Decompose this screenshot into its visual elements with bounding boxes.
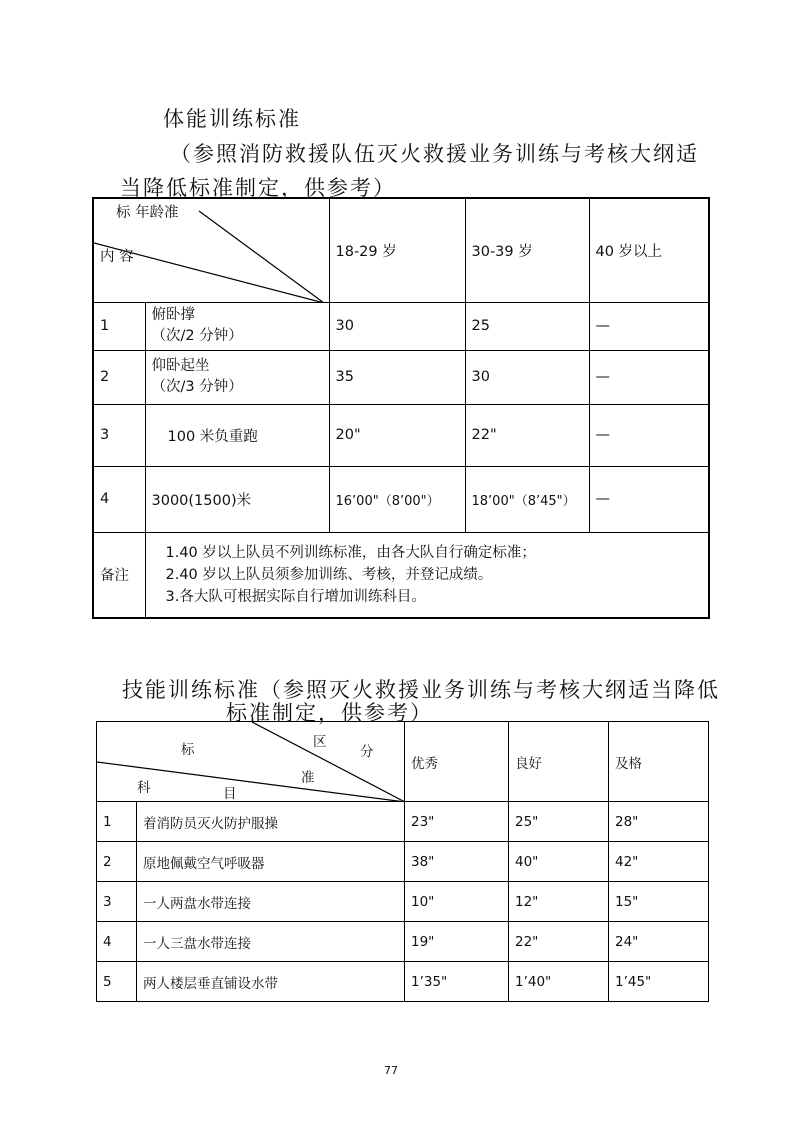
- row-value-40-plus: —: [589, 466, 709, 532]
- row-number: 3: [97, 882, 137, 922]
- notes-row: [93, 532, 709, 618]
- row-number: 2: [93, 350, 145, 404]
- diagonal-header-cell: [93, 198, 329, 302]
- row-value-excellent: 19": [405, 922, 509, 962]
- row-item-name: 原地佩戴空气呼吸器: [137, 842, 405, 882]
- row-value-30-39: 25: [465, 302, 589, 350]
- notes-content: [145, 532, 709, 618]
- row-item: [145, 302, 329, 350]
- table-row: [93, 466, 709, 532]
- table-row: [93, 350, 709, 404]
- section1-subtitle-line2: 当降低标准制定，供参考）: [120, 176, 396, 200]
- section1-subtitle-line1: （参照消防救援队伍灭火救援业务训练与考核大纲适: [170, 142, 699, 166]
- row-item-unit: （次/3 分钟）: [151, 379, 243, 395]
- row-value-30-39: 22": [465, 404, 589, 466]
- row-number: 1: [97, 802, 137, 842]
- header-col-40-plus: 40 岁以上: [589, 198, 709, 302]
- section1-title: 体能训练标准: [163, 107, 301, 131]
- row-value-pass: 15": [609, 882, 709, 922]
- notes-label: 备注: [93, 532, 145, 618]
- header-age-standard-label: 标 年龄准: [116, 205, 179, 221]
- row-number: 5: [97, 962, 137, 1002]
- row-value-pass: 42": [609, 842, 709, 882]
- row-value-30-39: 30: [465, 350, 589, 404]
- row-value-40-plus: —: [589, 302, 709, 350]
- row-value-excellent: 1’35": [405, 962, 509, 1002]
- header-item-char: 目: [223, 786, 237, 802]
- row-value-good: 1’40": [509, 962, 609, 1002]
- table-header-row: [97, 722, 709, 802]
- row-value-good: 25": [509, 802, 609, 842]
- section2-title-line1: 技能训练标准（参照灭火救援业务训练与考核大纲适当降低: [122, 678, 720, 702]
- table-row: [97, 882, 709, 922]
- page-number: 77: [384, 1064, 398, 1077]
- row-value-good: 22": [509, 922, 609, 962]
- header-col-good: 良好: [509, 722, 609, 802]
- row-value-30-39: 18’00"（8’45"）: [465, 466, 589, 532]
- header-col-18-29: 18-29 岁: [329, 198, 465, 302]
- header-content-label: 内 容: [100, 249, 134, 265]
- header-grade-char: 区: [313, 734, 327, 750]
- row-value-pass: 1’45": [609, 962, 709, 1002]
- row-item-name: 3000(1500)米: [145, 466, 329, 532]
- row-value-pass: 24": [609, 922, 709, 962]
- row-number: 4: [97, 922, 137, 962]
- row-value-pass: 28": [609, 802, 709, 842]
- note-line: 3.各大队可根据实际自行增加训练科目。: [165, 588, 426, 605]
- header-criterion-char: 准: [301, 770, 315, 786]
- note-line: 1.40 岁以上队员不列训练标准，由各大队自行确定标准；: [165, 544, 536, 561]
- header-standard-char: 标: [181, 742, 195, 758]
- row-value-18-29: 20": [329, 404, 465, 466]
- table-row: [97, 922, 709, 962]
- header-col-30-39: 30-39 岁: [465, 198, 589, 302]
- row-value-40-plus: —: [589, 350, 709, 404]
- note-line: 2.40 岁以上队员须参加训练、考核，并登记成绩。: [165, 566, 493, 583]
- row-item-name: 俯卧撑: [151, 307, 195, 323]
- table-header-row: [93, 198, 709, 302]
- row-value-excellent: 23": [405, 802, 509, 842]
- row-value-18-29: 30: [329, 302, 465, 350]
- row-value-excellent: 38": [405, 842, 509, 882]
- row-item-name: 着消防员灭火防护服操: [137, 802, 405, 842]
- row-value-18-29: 16’00"（8’00"）: [329, 466, 465, 532]
- row-number: 1: [93, 302, 145, 350]
- row-value-good: 40": [509, 842, 609, 882]
- diagonal-header-cell: [97, 722, 405, 802]
- header-col-pass: 及格: [609, 722, 709, 802]
- row-item: [145, 350, 329, 404]
- header-col-excellent: 优秀: [405, 722, 509, 802]
- header-division-char: 分: [360, 744, 374, 760]
- row-item-name: 仰卧起坐: [151, 358, 210, 374]
- row-item-name: 两人楼层垂直铺设水带: [137, 962, 405, 1002]
- row-value-excellent: 10": [405, 882, 509, 922]
- physical-standards-table: [92, 197, 710, 619]
- row-value-40-plus: —: [589, 404, 709, 466]
- row-value-18-29: 35: [329, 350, 465, 404]
- table-row: [97, 962, 709, 1002]
- row-item-unit: （次/2 分钟）: [151, 328, 243, 344]
- row-number: 3: [93, 404, 145, 466]
- row-number: 2: [97, 842, 137, 882]
- row-number: 4: [93, 466, 145, 532]
- table-row: [97, 842, 709, 882]
- row-item-name: 一人三盘水带连接: [137, 922, 405, 962]
- header-subject-char: 科: [137, 780, 151, 796]
- row-item-name: 一人两盘水带连接: [137, 882, 405, 922]
- skills-standards-table: [96, 721, 709, 1002]
- row-item-name: 100 米负重跑: [145, 404, 329, 466]
- table-row: [93, 302, 709, 350]
- table-row: [97, 802, 709, 842]
- table-row: [93, 404, 709, 466]
- row-value-good: 12": [509, 882, 609, 922]
- section2-title-line2: 标准制定，供参考）: [226, 701, 433, 725]
